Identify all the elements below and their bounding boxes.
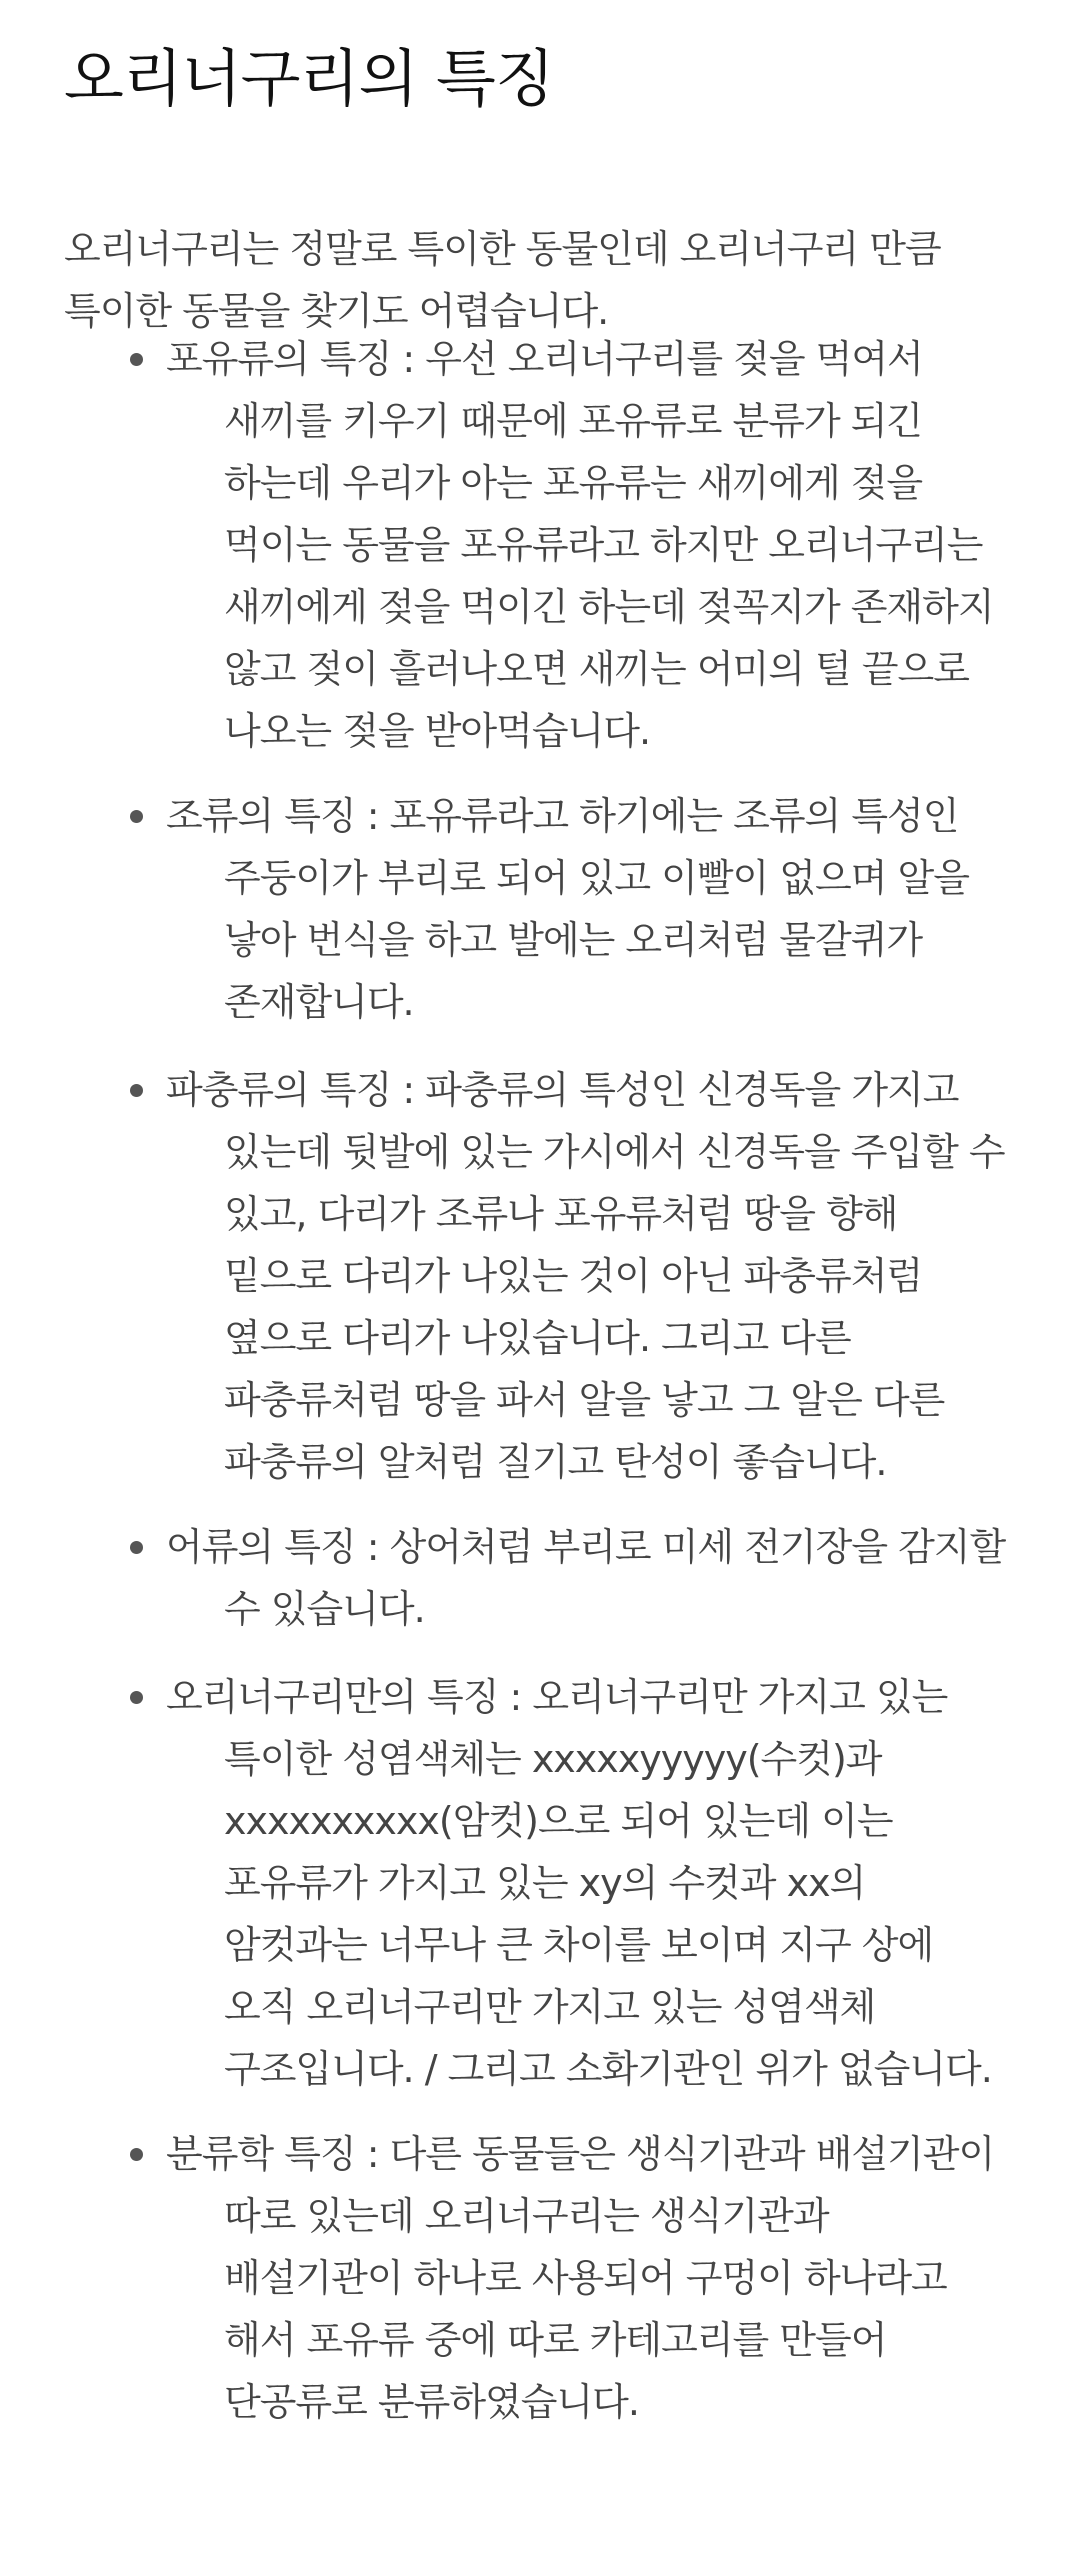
list-item-platypus-only (0, 1666, 1015, 2100)
intro-paragraph: 오리너구리는 정말로 특이한 동물인데 오리너구리 만큼 특이한 동물을 찾기도 어렵습니다. (64, 227, 941, 333)
list-item-text: 분류학 특징 : 다른 동물들은 생식기관과 배설기관이 따로 있는데 오리너구리는 생식기관과 배설기관이 하나로 사용되어 구멍이 하나라고 해서 포유류 중에 따로 카테고리를 만들어 단공류로 분류하였습니다. (166, 2132, 995, 2424)
bullet-icon (130, 2148, 143, 2161)
bullet-icon (130, 1691, 143, 1704)
list-item-bird (0, 785, 1015, 1033)
list-item-taxonomy (0, 2123, 1015, 2433)
list-item-fish (0, 1516, 1015, 1640)
list-item-text: 어류의 특징 : 상어처럼 부리로 미세 전기장을 감지할 수 있습니다. (166, 1525, 1006, 1631)
list-item-text: 오리너구리만의 특징 : 오리너구리만 가지고 있는 특이한 성염색체는 xxxxxyyyyy(수컷)과 xxxxxxxxxx(암컷)으로 되어 있는데 이는 포유류가 가지고 있는 xy의 수컷과 xx의 암컷과는 너무나 큰 차이를 보이며 지구 상에 오직 오리너구리만 가지고 있는 성염색체 구조입니다. / 그리고 소화기관인 위가 없습니다. (166, 1675, 992, 2091)
bullet-icon (130, 1084, 143, 1097)
list-item-text: 파충류의 특징 : 파충류의 특성인 신경독을 가지고 있는데 뒷발에 있는 가시에서 신경독을 주입할 수 있고, 다리가 조류나 포유류처럼 땅을 향해 밑으로 다리가 나있는 것이 아닌 파충류처럼 옆으로 다리가 나있습니다. 그리고 다른 파충류처럼 땅을 파서 알을 낳고 그 알은 다른 파충류의 알처럼 질기고 탄성이 좋습니다. (166, 1068, 1005, 1484)
bullet-icon (130, 353, 143, 366)
article-title: 오리너구리의 특징 (64, 42, 554, 115)
list-item-text: 포유류의 특징 : 우선 오리너구리를 젖을 먹여서 새끼를 키우기 때문에 포유류로 분류가 되긴 하는데 우리가 아는 포유류는 새끼에게 젖을 먹이는 동물을 포유류라고 하지만 오리너구리는 새끼에게 젖을 먹이긴 하는데 젖꼭지가 존재하지 않고 젖이 흘러나오면 새끼는 어미의 털 끝으로 나오는 젖을 받아먹습니다. (166, 337, 994, 753)
bullet-icon (130, 810, 143, 823)
list-item-mammal (0, 328, 1015, 762)
list-item-text: 조류의 특징 : 포유류라고 하기에는 조류의 특성인 주둥이가 부리로 되어 있고 이빨이 없으며 알을 낳아 번식을 하고 발에는 오리처럼 물갈퀴가 존재합니다. (166, 794, 969, 1024)
list-item-reptile (0, 1059, 1015, 1493)
bullet-icon (130, 1541, 143, 1554)
